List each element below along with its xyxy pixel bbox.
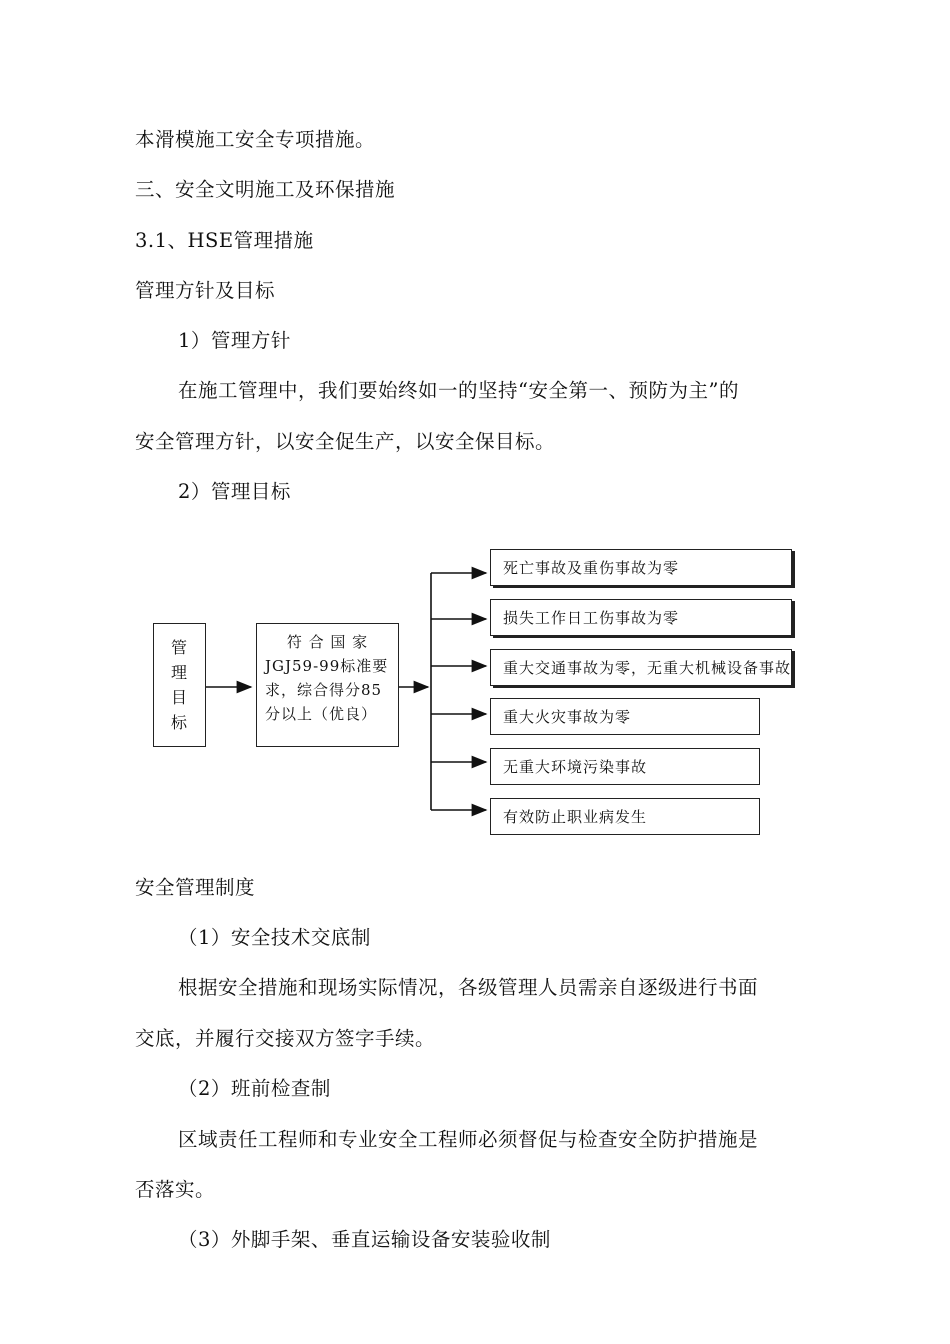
middle-box-line: 求，综合得分85 [265, 681, 383, 699]
paragraph-line: 在施工管理中，我们要始终如一的坚持“安全第一、预防为主”的 [178, 379, 739, 402]
target-text: 死亡事故及重伤事故为零 [503, 559, 680, 577]
left-box-char: 目 [170, 688, 188, 707]
middle-box-line: 分以上（优良） [265, 705, 378, 723]
target-box-4 [490, 698, 760, 735]
target-text: 无重大环境污染事故 [503, 758, 648, 776]
middle-box-line: JGJ59-99标准要 [265, 657, 389, 675]
left-box-management-target [153, 623, 206, 747]
paragraph-line: 区域责任工程师和专业安全工程师必须督促与检查安全防护措施是 [178, 1128, 759, 1151]
paragraph-line: 安全管理方针，以安全促生产，以安全保目标。 [135, 430, 556, 453]
target-box-6 [490, 798, 760, 835]
paragraph-line: 本滑模施工安全专项措施。 [135, 128, 376, 151]
left-box-char: 标 [170, 713, 188, 732]
item-heading: 1）管理方针 [178, 329, 291, 352]
middle-box-line: 符 合 国 家 [286, 633, 369, 651]
middle-box-standard [256, 623, 399, 747]
target-text: 重大火灾事故为零 [503, 708, 632, 726]
sub-heading: 管理方针及目标 [135, 279, 276, 302]
target-text: 有效防止职业病发生 [503, 808, 648, 826]
section-heading: 三、安全文明施工及环保措施 [135, 178, 396, 201]
item-heading: 2）管理目标 [178, 480, 291, 503]
item-heading: （1）安全技术交底制 [178, 926, 371, 949]
target-box-2 [490, 599, 792, 636]
paragraph-line: 根据安全措施和现场实际情况，各级管理人员需亲自逐级进行书面 [178, 976, 759, 999]
target-box-1 [490, 549, 792, 586]
sub-heading: 安全管理制度 [135, 876, 256, 899]
subsection-heading: 3.1、HSE管理措施 [135, 229, 314, 252]
paragraph-line: 交底，并履行交接双方签字手续。 [135, 1027, 436, 1050]
left-box-char: 理 [170, 663, 188, 682]
item-heading: （2）班前检查制 [178, 1077, 331, 1100]
target-text: 损失工作日工伤事故为零 [503, 609, 680, 627]
target-box-5 [490, 748, 760, 785]
target-text: 重大交通事故为零，无重大机械设备事故 [503, 659, 792, 677]
target-box-3 [490, 649, 792, 686]
item-heading: （3）外脚手架、垂直运输设备安装验收制 [178, 1228, 551, 1251]
paragraph-line: 否落实。 [135, 1178, 216, 1201]
left-box-char: 管 [170, 638, 188, 657]
